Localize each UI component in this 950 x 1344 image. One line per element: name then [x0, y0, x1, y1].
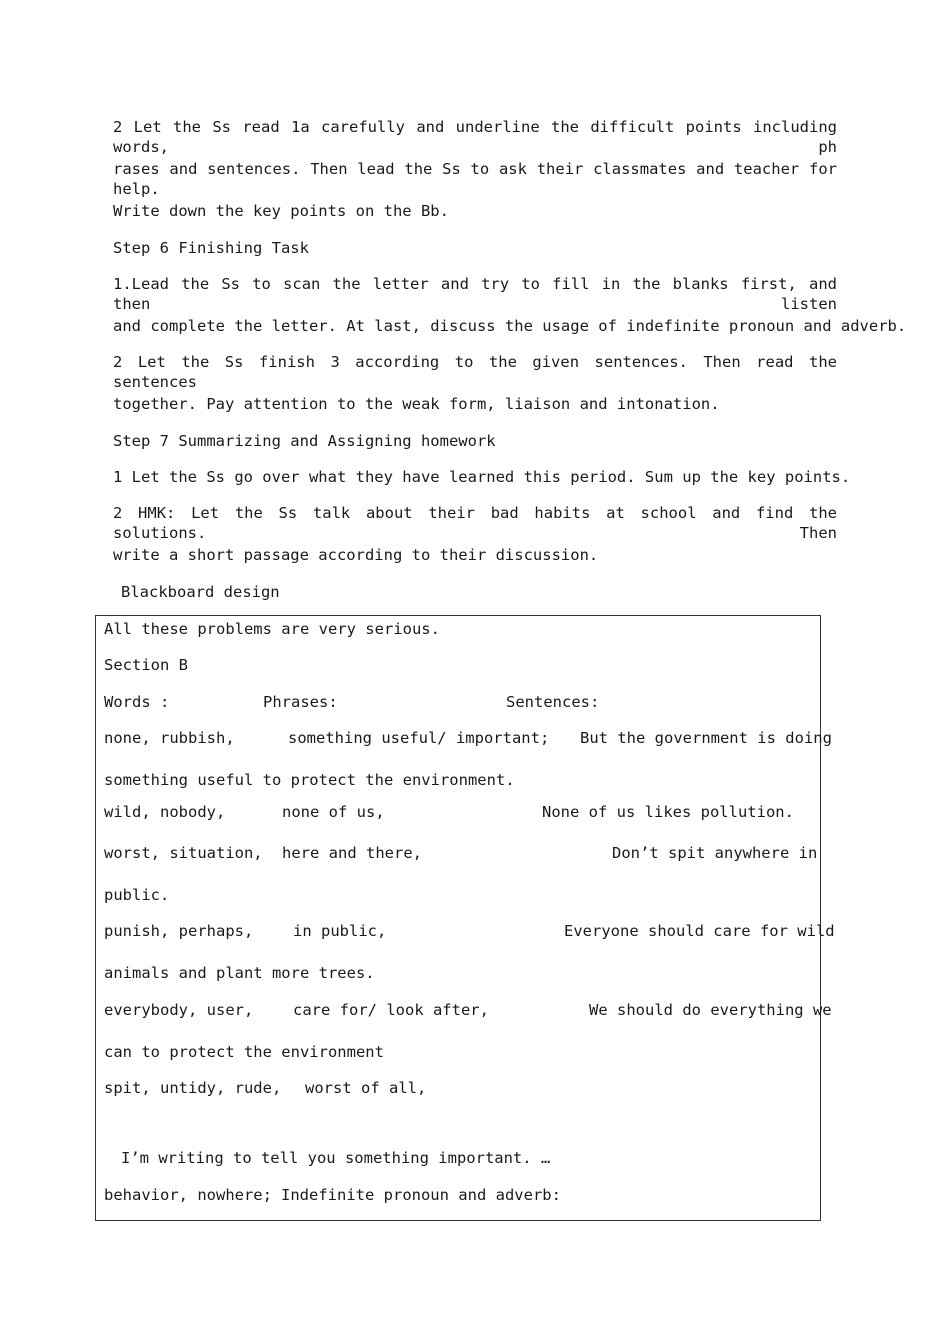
board-row-3-phrase: here and there,: [282, 844, 422, 862]
step-6-heading: Step 6 Finishing Task: [113, 239, 309, 257]
board-title: All these problems are very serious.: [104, 620, 440, 638]
board-row-2-phrase: none of us,: [282, 803, 385, 821]
board-row-1-words: none, rubbish,: [104, 729, 235, 747]
step-6-item-2-line-1: 2 Let the Ss finish 3 according to the given sentences. Then read the sentences: [113, 353, 837, 391]
board-header-sentences: Sentences:: [506, 693, 600, 711]
board-row-3-sentence: Don’t spit anywhere in: [612, 844, 818, 862]
step-6-item-2-line-2: together. Pay attention to the weak form, liaison and intonation.: [113, 395, 720, 413]
board-row-5-words: everybody, user,: [104, 1001, 254, 1019]
blackboard-design-box: [95, 615, 821, 1221]
board-row-2-sentence: None of us likes pollution.: [542, 803, 794, 821]
board-row-4-words: punish, perhaps,: [104, 922, 254, 940]
board-row-4-phrase: in public,: [293, 922, 387, 940]
board-row-4-sentence: Everyone should care for wild: [564, 922, 835, 940]
board-row-6-phrase: worst of all,: [305, 1079, 427, 1097]
board-row-5-sentence: We should do everything we: [589, 1001, 832, 1019]
board-row-1-phrase: something useful/ important;: [288, 729, 550, 747]
blackboard-design-title: Blackboard design: [121, 583, 280, 601]
board-row-3-continued: public.: [104, 886, 170, 904]
step-7-item-2-line-2: write a short passage according to their discussion.: [113, 546, 599, 564]
board-last-grammar: Indefinite pronoun and adverb:: [281, 1186, 561, 1204]
board-letter-line: I’m writing to tell you something important. …: [121, 1149, 551, 1167]
board-header-phrases: Phrases:: [263, 693, 338, 711]
board-last-words: behavior, nowhere;: [104, 1186, 272, 1204]
paragraph-2-line-3: Write down the key points on the Bb.: [113, 202, 449, 220]
board-row-2-words: wild, nobody,: [104, 803, 226, 821]
board-header-words: Words :: [104, 693, 170, 711]
step-7-item-1: 1 Let the Ss go over what they have learned this period. Sum up the key points.: [113, 468, 851, 486]
board-row-6-words: spit, untidy, rude,: [104, 1079, 282, 1097]
board-row-4-continued: animals and plant more trees.: [104, 964, 375, 982]
paragraph-2-line-1: 2 Let the Ss read 1a carefully and underline the difficult points including words, ph: [113, 118, 837, 156]
step-7-item-2-line-1: 2 HMK: Let the Ss talk about their bad habits at school and find the solutions. Then: [113, 504, 837, 542]
board-row-1-sentence: But the government is doing: [580, 729, 832, 747]
step-7-heading: Step 7 Summarizing and Assigning homework: [113, 432, 496, 450]
step-6-item-1-line-2: and complete the letter. At last, discuss the usage of indefinite pronoun and adverb.: [113, 317, 907, 335]
step-6-item-1-line-1: 1.Lead the Ss to scan the letter and try to fill in the blanks first, and then listen: [113, 275, 837, 313]
board-row-3-words: worst, situation,: [104, 844, 263, 862]
board-row-1-continued: something useful to protect the environment.: [104, 771, 515, 789]
board-row-5-continued: can to protect the environment: [104, 1043, 384, 1061]
paragraph-2-line-2: rases and sentences. Then lead the Ss to ask their classmates and teacher for help.: [113, 160, 837, 198]
board-section: Section B: [104, 656, 188, 674]
board-row-5-phrase: care for/ look after,: [293, 1001, 489, 1019]
